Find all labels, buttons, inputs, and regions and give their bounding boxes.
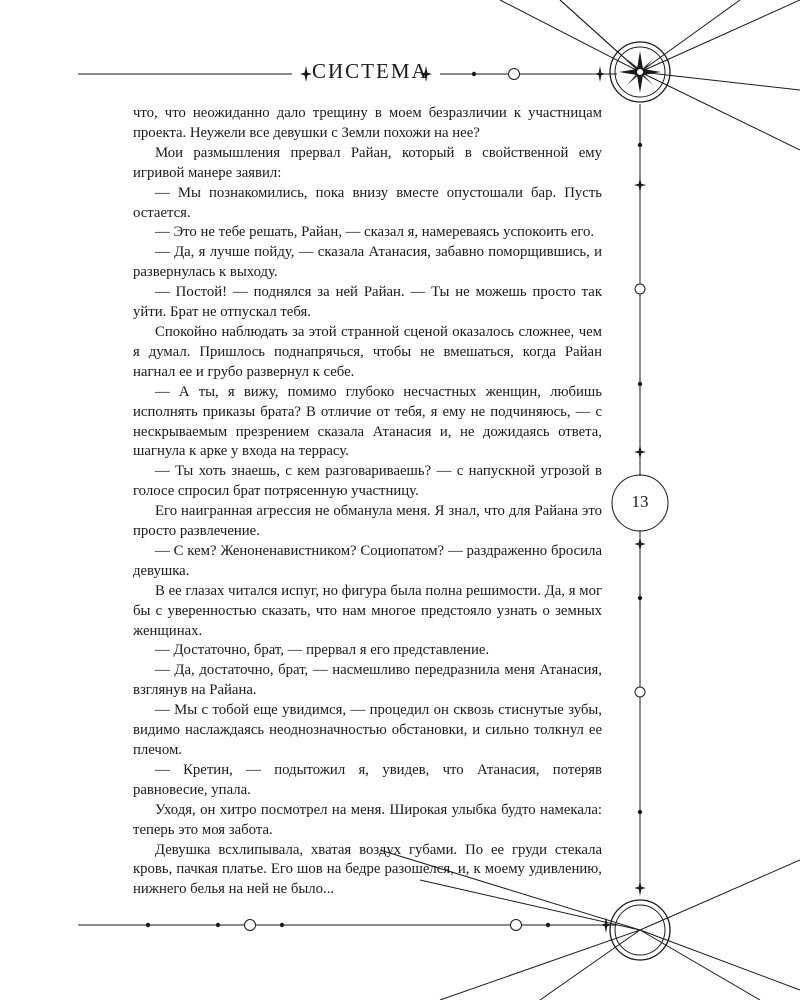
paragraph: Его наигранная агрессия не обманула меня. Я знал, что для Райана это просто развлечение. (133, 503, 602, 540)
running-header-title: СИСТЕМА (312, 59, 429, 83)
compass-star-icon (619, 51, 661, 93)
paragraph: — Мы с тобой еще увидимся, — процедил он сквозь стиснутые зубы, видимо наслаждаясь неоднозначностью обстановки, и сильно толкнул ее плечом. (133, 702, 602, 758)
paragraph: что, что неожиданно дало трещину в моем безразличии к участницам проекта. Неужели все девушки с Земли похожи на нее? (133, 105, 602, 141)
paragraph: — Достаточно, брат, — прервал я его представление. (155, 642, 490, 659)
paragraph: — Да, достаточно, брат, — насмешливо передразнила меня Атанасия, взглянув на Райана. (133, 662, 602, 699)
paragraph: Спокойно наблюдать за этой странной сценой оказалось сложнее, чем я думал. Пришлось поднапрячься, чтобы не вмешаться, когда Райан нагнал ее и грубо развернул к себе. (133, 323, 602, 380)
paragraph: Уходя, он хитро посмотрел на меня. Широкая улыбка будто намекала: теперь это моя забота. (133, 801, 602, 838)
four-point-star-icon (634, 444, 646, 460)
four-point-star-icon (300, 66, 312, 82)
four-point-star-icon (594, 66, 606, 82)
paragraph: Девушка всхлипывала, хватая воздух губами. По ее груди стекала кровь, пачкая платье. Его шов на бедре разошелся, и, к моему удивлению, нижнего белья на ней не было... (133, 841, 602, 898)
page-number: 13 (631, 492, 649, 511)
four-point-star-icon (634, 536, 646, 552)
paragraph: — Кретин, — подытожил я, увидев, что Атанасия, потеряв равновесие, упала. (133, 761, 602, 798)
paragraph: — Ты хоть знаешь, с кем разговариваешь? — с напускной угрозой в голосе спросил брат потрясенную участницу. (133, 463, 602, 500)
paragraph: — Это не тебе решать, Райан, — сказал я, намереваясь успокоить его. (155, 224, 595, 241)
paragraph: — А ты, я вижу, помимо глубоко несчастных женщин, любишь исполнять приказы брата? В отличие от тебя, я ему не подчиняюсь, — с нескрываемым презрением сказала Атанасия и, не дожидаясь ответа, шагнула к арке у входа на террасу. (133, 383, 602, 460)
body-text (133, 104, 602, 900)
paragraph: — Да, я лучше пойду, — сказала Атанасия, забавно поморщившись, и развернулась к выходу. (133, 244, 602, 281)
paragraph: — Мы познакомились, пока внизу вместе опустошали бар. Пусть остается. (133, 184, 602, 221)
paragraph: — С кем? Женоненавистником? Социопатом? — раздраженно бросила девушка. (133, 542, 602, 579)
four-point-star-icon (634, 177, 646, 193)
paragraph: Мои размышления прервал Райан, который в свойственной ему игривой манере заявил: (133, 144, 602, 181)
paragraph: В ее глазах читался испуг, но фигура была полна решимости. Да, я мог бы с уверенностью сказать, что нам многое предстояло узнать о земных женщинах. (133, 582, 602, 639)
four-point-star-icon (634, 880, 646, 896)
paragraph: — Постой! — поднялся за ней Райан. — Ты не можешь просто так уйти. Брат не отпускал тебя. (133, 284, 602, 321)
